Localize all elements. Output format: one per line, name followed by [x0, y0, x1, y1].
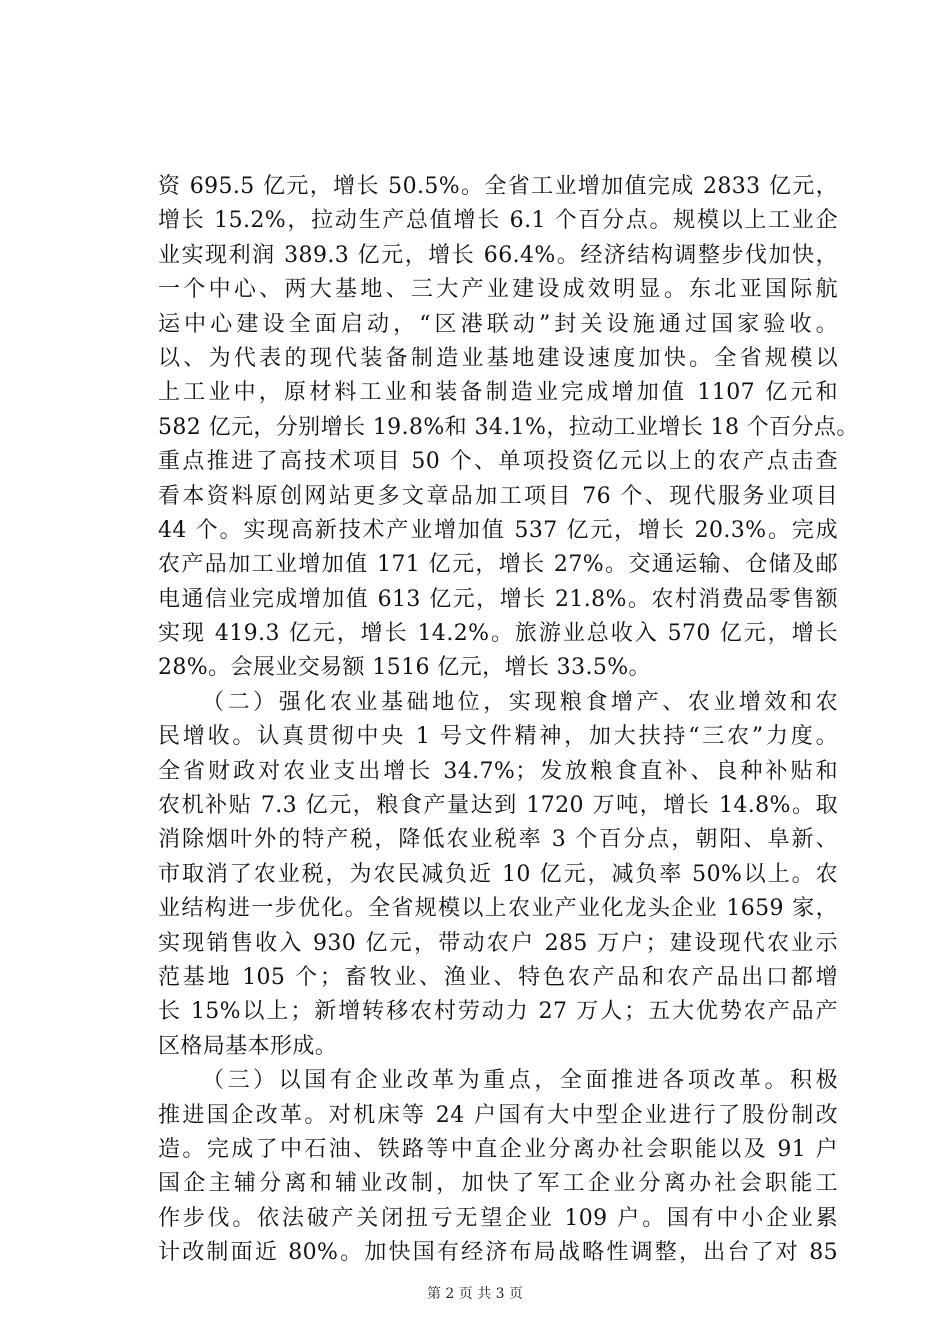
text-line: 增长 15.2%，拉动生产总值增长 6.1 个百分点。规模以上工业企: [158, 208, 838, 234]
text-line: 全省财政对农业支出增长 34.7%；发放粮食直补、良种补贴和: [158, 758, 838, 784]
text-line: 计改制面近 80%。加快国有经济布局战略性调整，出台了对 85: [158, 1240, 838, 1266]
text-line: 重点推进了高技术项目 50 个、单项投资亿元以上的农产点击查: [158, 449, 838, 475]
paragraph-end-line: 区格局基本形成。: [158, 1033, 338, 1059]
paragraph-start-line: （三）以国有企业改革为重点，全面推进各项改革。积极: [202, 1068, 838, 1094]
text-line: 推进国企改革。对机床等 24 户国有大中型企业进行了股份制改: [158, 1102, 838, 1128]
document-body: [158, 170, 859, 1271]
text-line: 一个中心、两大基地、三大产业建设成效明显。东北亚国际航: [158, 277, 838, 303]
text-line: 作步伐。依法破产关闭扭亏无望企业 109 户。国有中小企业累: [158, 1205, 838, 1231]
text-line: 电通信业完成增加值 613 亿元，增长 21.8%。农村消费品零售额: [158, 586, 838, 612]
paragraph-start-line: （二）强化农业基础地位，实现粮食增产、农业增效和农: [202, 689, 838, 715]
text-line: 长 15%以上；新增转移农村劳动力 27 万人；五大优势农产品产: [158, 999, 838, 1025]
text-line: 消除烟叶外的特产税，降低农业税率 3 个百分点，朝阳、阜新、: [158, 827, 838, 853]
text-line: 实现销售收入 930 亿元，带动农户 285 万户；建设现代农业示: [158, 930, 838, 956]
page-indicator: 第 2 页 共 3 页: [426, 1286, 524, 1302]
paragraph-end-line: 28%。会展业交易额 1516 亿元，增长 33.5%。: [158, 655, 651, 681]
text-line: 582 亿元，分别增长 19.8%和 34.1%，拉动工业增长 18 个百分点。: [158, 414, 859, 440]
text-line: 44 个。实现高新技术产业增加值 537 亿元，增长 20.3%。完成: [158, 517, 838, 543]
text-line: 运中心建设全面启动，“区港联动”封关设施通过国家验收。: [158, 311, 838, 337]
text-line: 业实现利润 389.3 亿元，增长 66.4%。经济结构调整步伐加快，: [158, 242, 838, 268]
text-line: 看本资料原创网站更多文章品加工项目 76 个、现代服务业项目: [158, 483, 838, 509]
text-line: 业结构进一步优化。全省规模以上农业产业化龙头企业 1659 家，: [158, 896, 838, 922]
text-line: 造。完成了中石油、铁路等中直企业分离办社会职能以及 91 户: [158, 1136, 838, 1162]
text-line: 以、为代表的现代装备制造业基地建设速度加快。全省规模以: [158, 345, 838, 371]
text-line: 农机补贴 7.3 亿元，粮食产量达到 1720 万吨，增长 14.8%。取: [158, 793, 838, 819]
text-line: 国企主辅分离和辅业改制，加快了军工企业分离办社会职能工: [158, 1171, 838, 1197]
text-line: 市取消了农业税，为农民减负近 10 亿元，减负率 50%以上。农: [158, 861, 838, 887]
text-line: 范基地 105 个；畜牧业、渔业、特色农产品和农产品出口都增: [158, 964, 838, 990]
text-line: 民增收。认真贯彻中央 1 号文件精神，加大扶持“三农”力度。: [158, 724, 838, 750]
text-line: 资 695.5 亿元，增长 50.5%。全省工业增加值完成 2833 亿元，: [158, 174, 838, 199]
text-line: 实现 419.3 亿元，增长 14.2%。旅游业总收入 570 亿元，增长: [158, 621, 838, 647]
text-line: 上工业中，原材料工业和装备制造业完成增加值 1107 亿元和: [158, 380, 838, 406]
text-line: 农产品加工业增加值 171 亿元，增长 27%。交通运输、仓储及邮: [158, 552, 838, 578]
